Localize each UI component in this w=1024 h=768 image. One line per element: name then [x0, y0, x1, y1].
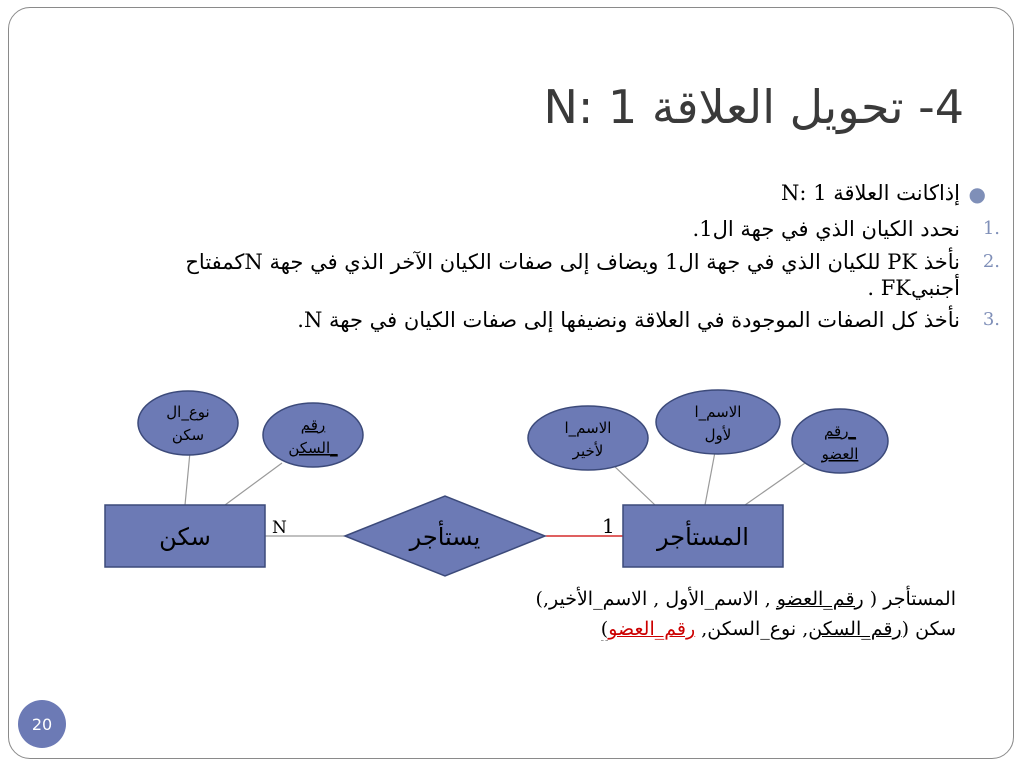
- cardinality-1: 1: [602, 514, 615, 538]
- attr-housing-num-line2: السكن_: [288, 439, 338, 457]
- step-number: .2: [982, 250, 1000, 272]
- schema-tenant: [536, 584, 956, 614]
- schema-housing-mid: , نوع_السكن,: [701, 618, 809, 641]
- attr-member-num-line2: العضو: [821, 445, 859, 463]
- attr-first-name-line2: لأول: [704, 426, 732, 444]
- slide-title: 4- تحويل العلاقة N: 1: [543, 80, 964, 134]
- bullet-text: إذاكانت العلاقة 1 :N: [781, 181, 960, 205]
- attr-member-num-line1: رقم_: [824, 422, 856, 440]
- relationship-label: يستأجر: [409, 523, 481, 551]
- schema-housing: [536, 614, 956, 644]
- entity-tenant-label: المستأجر: [657, 523, 749, 551]
- entity-housing-label: سكن: [159, 523, 211, 551]
- attr-ellipse-last-name: [528, 406, 648, 470]
- attr-housing-type-line1: نوع_ال: [166, 403, 210, 421]
- attr-housing-type-line2: سكن: [171, 426, 205, 444]
- attr-ellipse-member-num: [792, 409, 888, 473]
- step-number: .1: [982, 218, 1000, 240]
- schema-tenant-rest: , الاسم_الأول , الاسم_الأخير,): [535, 588, 771, 610]
- attr-last-name-line1: الاسم_ا: [564, 419, 612, 437]
- line-last-name: [612, 464, 655, 505]
- page-number-badge: 20: [18, 700, 66, 748]
- bullet-dot-icon: ●: [968, 182, 986, 206]
- line-member-num: [745, 461, 808, 505]
- schema-housing-fk: رقم_العضو: [608, 618, 696, 641]
- step-number: .3: [982, 309, 1000, 330]
- schema-housing-name: سكن: [915, 618, 956, 641]
- line-housing-type: [185, 452, 190, 505]
- step-text: نأخذ PK للكيان الذي في جهة ال1 ويضاف إلى صفات الكيان الآخر الذي في جهة Nكمفتاح أجنبيFK .: [185, 249, 960, 300]
- schema-tenant-pk: رقم_العضو: [776, 588, 864, 610]
- attr-ellipse-first-name: [656, 390, 780, 454]
- schema-housing-close: ): [600, 618, 609, 641]
- cardinality-n: N: [272, 518, 287, 538]
- attr-ellipse-housing-num: [263, 403, 363, 467]
- attr-first-name-line1: الاسم_ا: [694, 403, 742, 421]
- step-text: نأخذ كل الصفات الموجودة في العلاقة ونضيفها إلى صفات الكيان في جهة N.: [297, 308, 960, 332]
- relational-schema: [536, 584, 956, 645]
- schema-tenant-open: (: [869, 588, 878, 610]
- line-housing-num: [225, 463, 282, 505]
- schema-tenant-name: المستأجر: [883, 588, 956, 610]
- attr-last-name-line2: لأخير: [572, 442, 604, 460]
- attr-housing-num-line1: رقم: [300, 416, 326, 434]
- attr-ellipse-housing-type: [138, 391, 238, 455]
- step-text: نحدد الكيان الذي في جهة ال1.: [692, 217, 960, 242]
- line-first-name: [705, 452, 715, 505]
- schema-housing-pk: رقم_السكن: [808, 618, 902, 641]
- schema-housing-open: (: [901, 618, 910, 641]
